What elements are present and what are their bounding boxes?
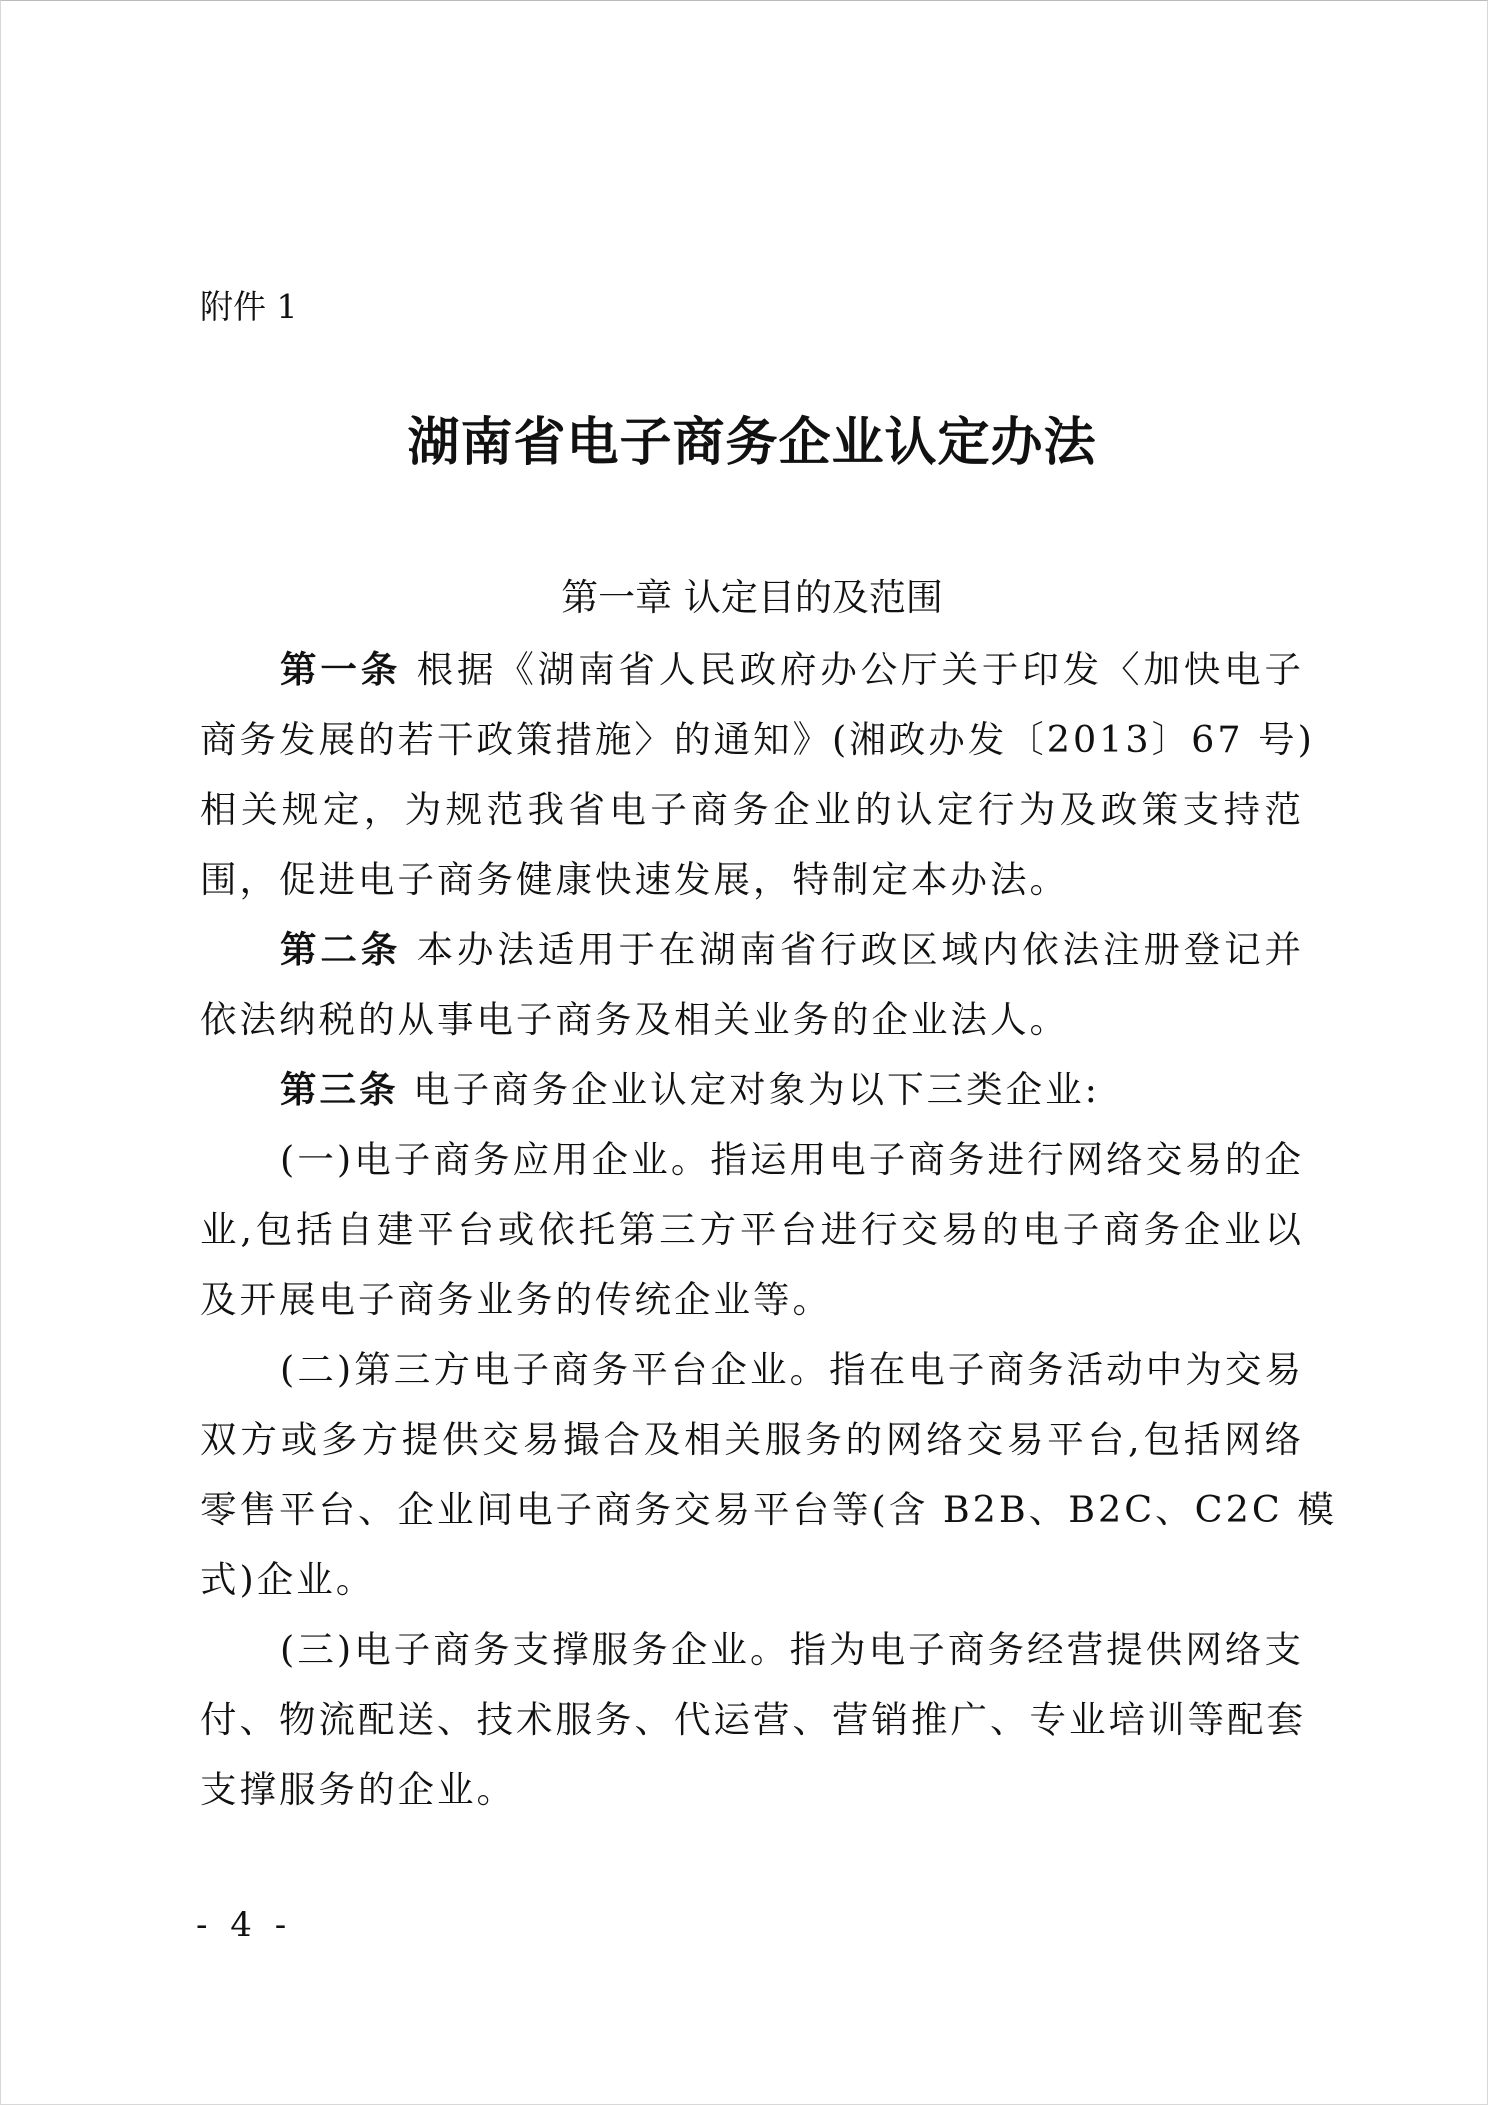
chapter-title: 第一章 认定目的及范围: [561, 576, 943, 619]
article-3-heading: 第三条: [280, 1068, 399, 1111]
page-number: - 4 -: [196, 1905, 293, 1945]
article-1-line-4: 围，促进电子商务健康快速发展，特制定本办法。: [200, 858, 1069, 901]
article-3-text: 电子商务企业认定对象为以下三类企业:: [413, 1068, 1100, 1111]
article-1-heading: 第一条: [280, 648, 402, 691]
item-3-line-1: (三)电子商务支撑服务企业。指为电子商务经营提供网络支: [280, 1628, 1304, 1671]
document-title: 湖南省电子商务企业认定办法: [407, 412, 1097, 473]
attachment-label: 附件 1: [200, 287, 298, 326]
article-1-line-2: 商务发展的若干政策措施〉的通知》(湘政办发〔2013〕67 号): [200, 718, 1315, 761]
item-1-line-2: 业,包括自建平台或依托第三方平台进行交易的电子商务企业以: [200, 1208, 1304, 1251]
article-3-line-1: [280, 1055, 1304, 1125]
article-2-text: 本办法适用于在湖南省行政区域内依法注册登记并: [416, 928, 1305, 971]
article-1-text: 根据《湖南省人民政府办公厅关于印发〈加快电子: [416, 648, 1305, 691]
item-1-line-3: 及开展电子商务业务的传统企业等。: [200, 1278, 832, 1321]
article-1-line-3: 相关规定，为规范我省电子商务企业的认定行为及政策支持范: [200, 788, 1304, 831]
article-2-heading: 第二条: [280, 928, 402, 971]
item-1-line-1: (一)电子商务应用企业。指运用电子商务进行网络交易的企: [280, 1138, 1304, 1181]
item-2-line-2: 双方或多方提供交易撮合及相关服务的网络交易平台,包括网络: [200, 1418, 1304, 1461]
item-2-line-3: 零售平台、企业间电子商务交易平台等(含 B2B、B2C、C2C 模: [200, 1488, 1337, 1531]
article-2-line-1: [280, 915, 1304, 985]
item-3-line-3: 支撑服务的企业。: [200, 1768, 516, 1811]
item-3-line-2: 付、物流配送、技术服务、代运营、营销推广、专业培训等配套: [200, 1698, 1306, 1741]
item-2-line-1: (二)第三方电子商务平台企业。指在电子商务活动中为交易: [280, 1348, 1304, 1391]
article-2-line-2: 依法纳税的从事电子商务及相关业务的企业法人。: [200, 998, 1069, 1041]
article-1-line-1: [280, 635, 1304, 705]
item-2-line-4: 式)企业。: [200, 1558, 376, 1601]
